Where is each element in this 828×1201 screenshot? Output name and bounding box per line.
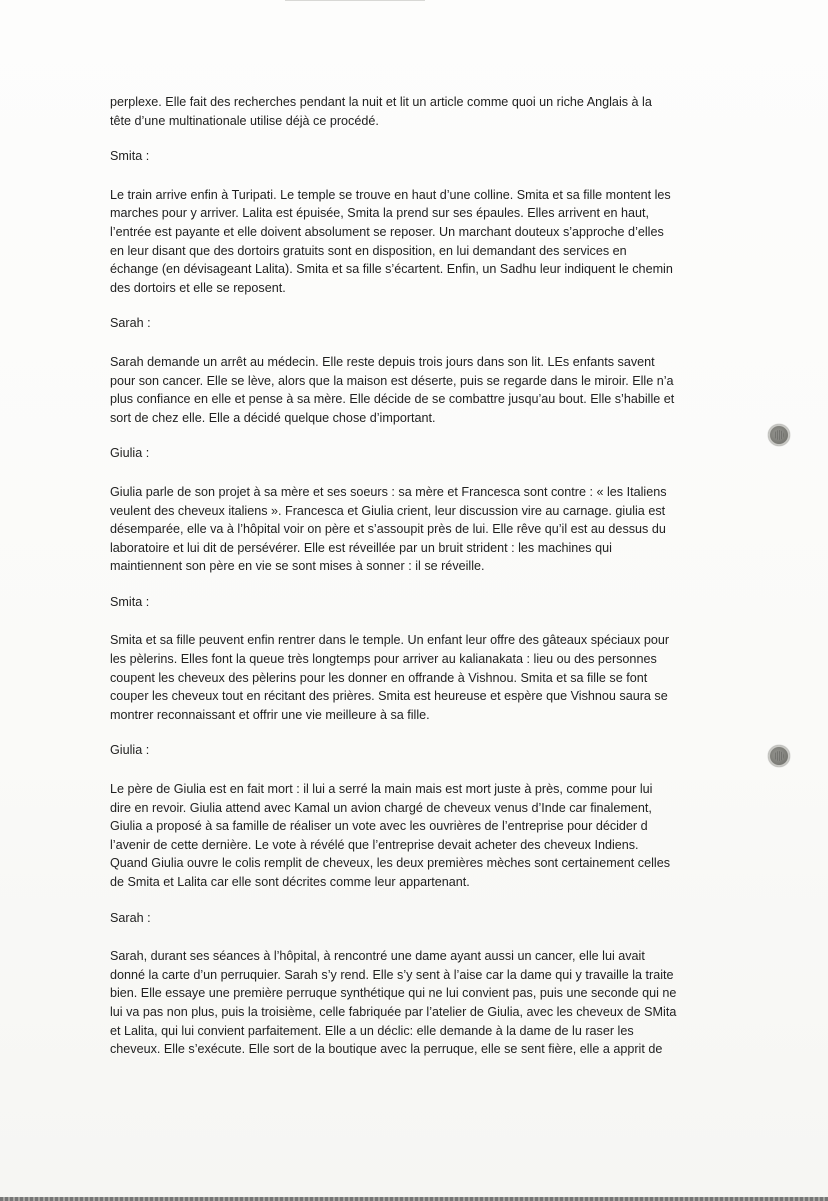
text-line: des dortoirs et elle se reposent.	[110, 280, 286, 295]
section-paragraph	[110, 631, 740, 724]
text-line: couper les cheveux tout en récitant des prières. Smita est heureuse et espère que Vishnou saura se	[110, 689, 668, 704]
text-line: Sarah demande un arrêt au médecin. Elle reste depuis trois jours dans son lit. LEs enfants savent	[110, 354, 655, 369]
speaker-heading: Smita :	[110, 149, 150, 164]
punch-hole-icon	[768, 424, 790, 446]
punch-hole-icon	[768, 745, 790, 767]
section-paragraph	[110, 186, 740, 298]
speaker-heading: Smita :	[110, 594, 150, 609]
text-line: sort de chez elle. Elle a décidé quelque chose d’important.	[110, 410, 436, 425]
text-line: bien. Elle essaye une première perruque synthétique qui ne lui convient pas, puis une seconde qui ne	[110, 986, 677, 1001]
text-line: veulent des cheveux italiens ». Francesca et Giulia crient, leur discussion vire au carnage. giulia est	[110, 503, 666, 518]
text-line: perplexe. Elle fait des recherches pendant la nuit et lit un article comme quoi un riche Anglais à la	[110, 95, 652, 109]
text-line: Le père de Giulia est en fait mort : il lui a serré la main mais est mort juste à près, comme pour lui	[110, 782, 653, 797]
text-line: donné la carte d’un perruquier. Sarah s’y rend. Elle s’y sent à l’aise car la dame qui y travaille la traite	[110, 967, 674, 982]
text-line: de Smita et Lalita car elle sont décrites comme leur appartenant.	[110, 875, 470, 889]
text-line: l’entrée est payante et elle doivent absolument se reposer. Un marchant douteux s’approche d’elles	[110, 224, 664, 239]
text-line: échange (en dévisageant Lalita). Smita et sa fille s’écartent. Enfin, un Sadhu leur indiquent le chemin	[110, 262, 673, 277]
text-line: pour son cancer. Elle se lève, alors que la maison est déserte, puis se regarde dans le miroir. Elle n’a	[110, 373, 674, 388]
text-line: Giulia a proposé à sa famille de réaliser un vote avec les ouvrières de l’entreprise pour décider d	[110, 819, 648, 834]
intro-paragraph	[110, 93, 740, 130]
section-paragraph	[110, 353, 740, 427]
section-paragraph	[110, 947, 740, 1059]
text-line: tête d’une multinationale utilise déjà ce procédé.	[110, 113, 379, 128]
text-line: laboratoire et lui dit de persévérer. Elle est réveillée par un bruit strident : les machines qui	[110, 540, 612, 555]
text-line: lui va pas non plus, puis la troisième, celle fabriquée par l’atelier de Giulia, avec les cheveux de SMita	[110, 1004, 677, 1019]
text-line: plus confiance en elle et pense à sa mère. Elle décide de se combattre jusqu’au bout. Elle s’habille et	[110, 392, 675, 407]
text-line: marches pour y arriver. Lalita est épuisée, Smita la prend sur ses épaules. Elles arrivent en haut,	[110, 206, 650, 221]
text-line: Giulia parle de son projet à sa mère et ses soeurs : sa mère et Francesca sont contre : « les Italiens	[110, 484, 667, 499]
text-line: Quand Giulia ouvre le colis remplit de cheveux, les deux premières mèches sont certainement celles	[110, 856, 670, 871]
text-line: et Lalita, qui lui convient parfaitement. Elle a un déclic: elle demande à la dame de lu raser les	[110, 1023, 634, 1038]
speaker-heading: Giulia :	[110, 446, 150, 461]
text-line: Smita et sa fille peuvent enfin rentrer dans le temple. Un enfant leur offre des gâteaux spéciaux pour	[110, 633, 670, 648]
section-paragraph	[110, 780, 740, 892]
text-line: dire en revoir. Giulia attend avec Kamal un avion chargé de cheveux venus d’Inde car finalement,	[110, 800, 652, 815]
text-line: l’avenir de cette dernière. Le vote à révélé que l’entreprise devait acheter des cheveux Indiens.	[110, 837, 639, 852]
speaker-heading: Sarah :	[110, 316, 151, 331]
text-line: montrer reconnaissant et offrir une vie meilleure à sa fille.	[110, 707, 430, 722]
text-line: coupent les cheveux des pèlerins pour les donner en offrande à Vishnou. Smita et sa fille se font	[110, 670, 648, 685]
text-line: les pèlerins. Elles font la queue très longtemps pour arriver au kalianakata : lieu ou des personnes	[110, 652, 657, 667]
section-paragraph	[110, 483, 740, 576]
speaker-heading: Sarah :	[110, 910, 151, 925]
text-line: en leur disant que des dortoirs gratuits sont en disposition, en lui demandant des services en	[110, 243, 627, 258]
speaker-heading: Giulia :	[110, 743, 150, 758]
text-line: désemparée, elle va à l’hôpital voir on père et s’assoupit près de lui. Elle rêve qu’il est au dessus du	[110, 522, 666, 537]
text-line: Le train arrive enfin à Turipati. Le temple se trouve en haut d’une colline. Smita et sa fille montent les	[110, 187, 671, 202]
bottom-edge-strip	[0, 1197, 828, 1201]
top-edge-mark	[285, 0, 425, 1]
text-line: maintiennent son père en vie se sont mises à sonner : il se réveille.	[110, 559, 485, 574]
text-line: cheveux. Elle s’exécute. Elle sort de la boutique avec la perruque, elle se sent fière, elle a apprit de	[110, 1042, 663, 1057]
text-line: Sarah, durant ses séances à l’hôpital, à rencontré une dame ayant aussi un cancer, elle lui avait	[110, 949, 645, 964]
document-body	[110, 93, 740, 1059]
